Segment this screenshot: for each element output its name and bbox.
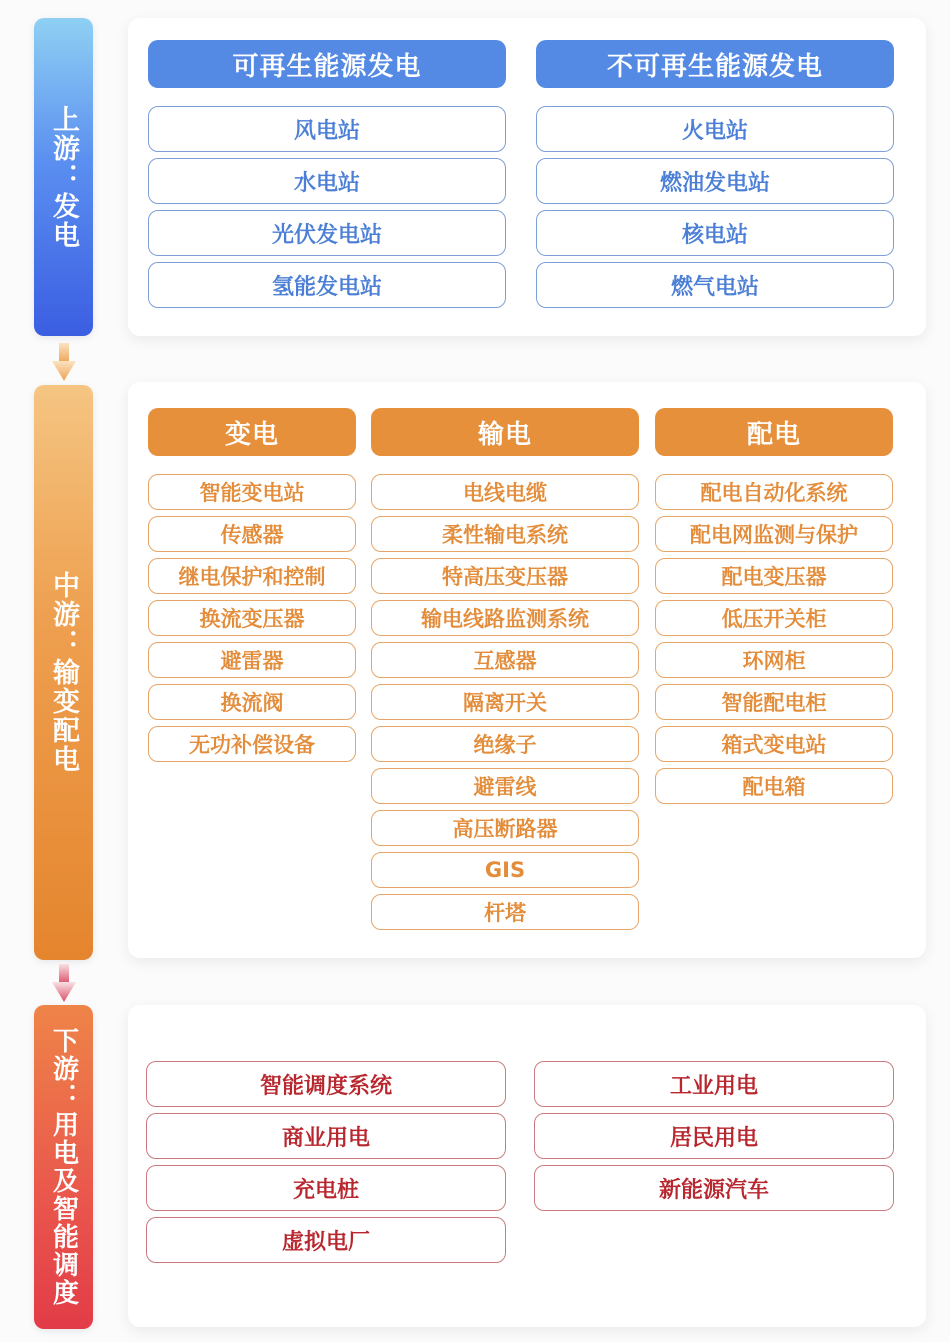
list-item: 光伏发电站: [148, 210, 506, 256]
stage-label-midstream: 中游：输变配电: [34, 385, 93, 960]
list-item: 绝缘子: [371, 726, 639, 762]
distribution-column: [655, 408, 893, 804]
list-item: 配电自动化系统: [655, 474, 893, 510]
list-item: 杆塔: [371, 894, 639, 930]
list-item: 水电站: [148, 158, 506, 204]
list-item: 箱式变电站: [655, 726, 893, 762]
downstream-panel: [128, 1005, 926, 1327]
column-header: 输电: [371, 408, 639, 456]
list-item: 工业用电: [534, 1061, 894, 1107]
substation-column: [148, 408, 356, 762]
list-item: 隔离开关: [371, 684, 639, 720]
list-item: 智能调度系统: [146, 1061, 506, 1107]
list-item: 无功补偿设备: [148, 726, 356, 762]
downstream-left-column: [146, 1055, 506, 1263]
list-item: 低压开关柜: [655, 600, 893, 636]
list-item: 特高压变压器: [371, 558, 639, 594]
list-item: 核电站: [536, 210, 894, 256]
list-item: 传感器: [148, 516, 356, 552]
stage-label-downstream: 下游：用电及智能调度: [34, 1005, 93, 1329]
renewable-column: [148, 40, 506, 308]
transmission-column: [371, 408, 639, 930]
list-item: 燃气电站: [536, 262, 894, 308]
list-item: 高压断路器: [371, 810, 639, 846]
list-item: 电线电缆: [371, 474, 639, 510]
list-item: 商业用电: [146, 1113, 506, 1159]
list-item: 配电变压器: [655, 558, 893, 594]
list-item: 居民用电: [534, 1113, 894, 1159]
list-item: 继电保护和控制: [148, 558, 356, 594]
list-item: 风电站: [148, 106, 506, 152]
downstream-right-column: [534, 1055, 894, 1211]
column-header: 变电: [148, 408, 356, 456]
list-item: GIS: [371, 852, 639, 888]
column-header: 可再生能源发电: [148, 40, 506, 88]
list-item: 新能源汽车: [534, 1165, 894, 1211]
list-item: 虚拟电厂: [146, 1217, 506, 1263]
list-item: 输电线路监测系统: [371, 600, 639, 636]
list-item: 智能配电柜: [655, 684, 893, 720]
column-header: 不可再生能源发电: [536, 40, 894, 88]
list-item: 避雷线: [371, 768, 639, 804]
list-item: 氢能发电站: [148, 262, 506, 308]
list-item: 互感器: [371, 642, 639, 678]
list-item: 火电站: [536, 106, 894, 152]
list-item: 换流变压器: [148, 600, 356, 636]
arrow-down-icon: [52, 343, 76, 383]
stage-label-upstream: 上游：发电: [34, 18, 93, 336]
arrow-down-icon: [52, 964, 76, 1004]
list-item: 燃油发电站: [536, 158, 894, 204]
list-item: 柔性输电系统: [371, 516, 639, 552]
list-item: 智能变电站: [148, 474, 356, 510]
non-renewable-column: [536, 40, 894, 308]
list-item: 环网柜: [655, 642, 893, 678]
midstream-panel: [128, 382, 926, 958]
list-item: 换流阀: [148, 684, 356, 720]
upstream-panel: [128, 18, 926, 336]
column-header: 配电: [655, 408, 893, 456]
list-item: 避雷器: [148, 642, 356, 678]
list-item: 充电桩: [146, 1165, 506, 1211]
list-item: 配电箱: [655, 768, 893, 804]
list-item: 配电网监测与保护: [655, 516, 893, 552]
